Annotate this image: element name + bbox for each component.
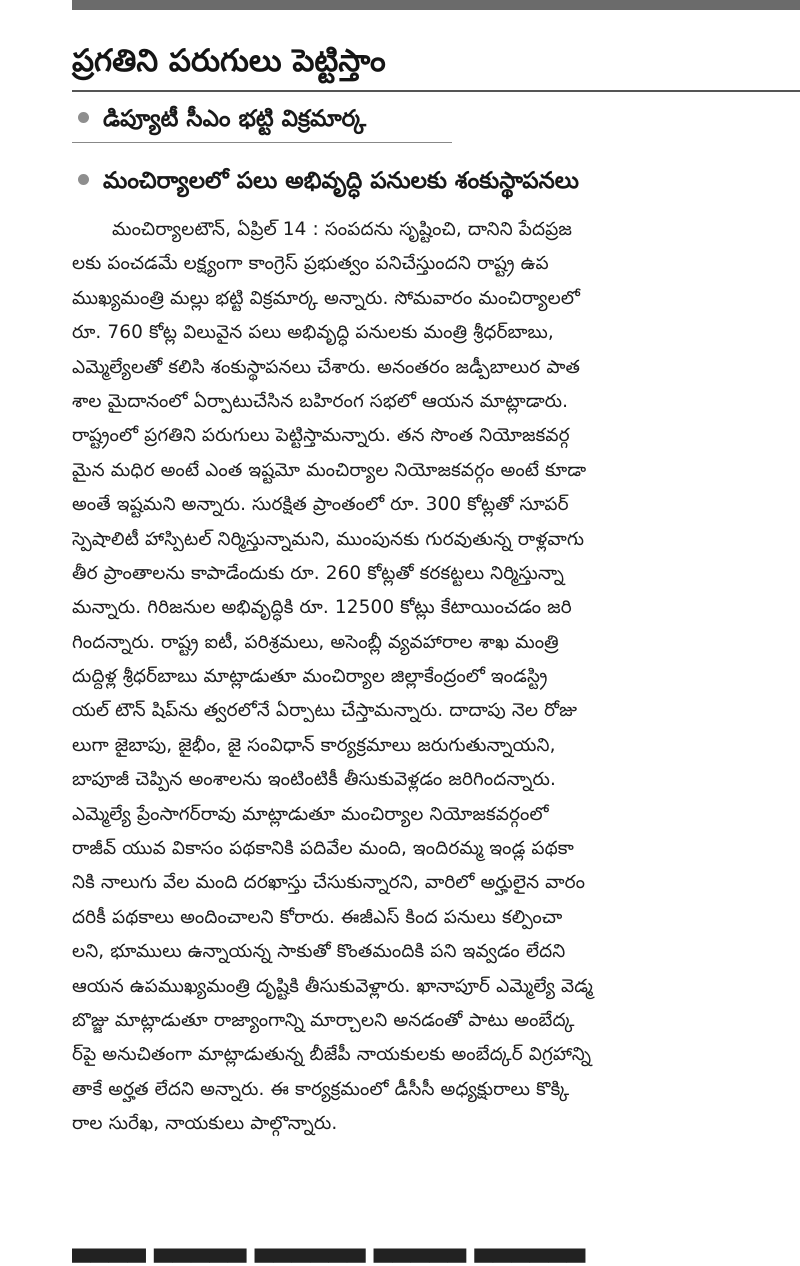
body-line: మంచిర్యాలటౌన్, ఏప్రిల్ 14 : సంపదను సృష్టించి, దానిని పేదప్రజ bbox=[112, 219, 573, 240]
headline-rule bbox=[72, 90, 800, 92]
body-line: మైన మధిర అంటే ఎంత ఇష్టమో మంచిర్యాల నియోజకవర్గం అంటే కూడా bbox=[72, 459, 587, 481]
body-line: రూ. 760 కోట్ల విలువైన పలు అభివృద్ధి పనులకు మంత్రి శ్రీధర్‌బాబు, bbox=[72, 322, 554, 344]
body-line: యల్ టౌన్ షిప్‌ను త్వరలోనే ఏర్పాటు చేస్తామన్నారు. దాదాపు నెల రోజు bbox=[72, 700, 578, 722]
body-line: నికి నాలుగు వేల మంది దరఖాస్తు చేసుకున్నారని, వారిలో అర్హులైన వారం bbox=[72, 872, 586, 894]
body-line: తాకే అర్హత లేదని అన్నారు. ఈ కార్యక్రమంలో డీసీసీ అధ్యక్షురాలు కొక్కి bbox=[72, 1078, 570, 1100]
bullet-icon bbox=[78, 174, 89, 185]
body-line: రాల సురేఖ, నాయకులు పాల్గొన్నారు. bbox=[72, 1113, 338, 1135]
bullet-icon bbox=[78, 112, 89, 123]
body-line: ముఖ్యమంత్రి మల్లు భట్టి విక్రమార్క అన్నారు. సోమవారం మంచిర్యాలలో bbox=[72, 287, 580, 309]
page-margin bbox=[0, 0, 70, 1255]
news-article bbox=[72, 10, 800, 1266]
body-line: ఎమ్మెల్యే ప్రేంసాగర్‌రావు మాట్లాడుతూ మంచిర్యాల నియోజకవర్గంలో bbox=[72, 803, 549, 825]
next-article-cutoff bbox=[72, 1242, 800, 1266]
body-line: బాపూజీ చెప్పిన అంశాలను ఇంటింటికీ తీసుకువెళ్లడం జరిగిందన్నారు. bbox=[72, 769, 556, 791]
body-line: స్పెషాలిటీ హాస్పిటల్ నిర్మిస్తున్నామని, ముంపునకు గురవుతున్న రాళ్లవాగు bbox=[72, 528, 585, 550]
subhead-2 bbox=[72, 160, 579, 202]
body-line: బొజ్జు మాట్లాడుతూ రాజ్యాంగాన్ని మార్చాలని అనడంతో పాటు అంబేద్క bbox=[72, 1009, 575, 1031]
body-line: రాజీవ్ యువ వికాసం పథకానికి పదివేల మంది, ఇందిరమ్మ ఇండ్ల పథకా bbox=[72, 838, 574, 860]
body-line: శాల మైదానంలో ఏర్పాటుచేసిన బహిరంగ సభలో ఆయన మాట్లాడారు. bbox=[72, 390, 569, 412]
body-line: రాష్ట్రంలో ప్రగతిని పరుగులు పెట్టిస్తామన్నారు. తన సొంత నియోజకవర్గ bbox=[72, 425, 570, 447]
subhead-2-text: మంచిర్యాలలో పలు అభివృద్ధి పనులకు శంకుస్థాపనలు bbox=[103, 168, 579, 194]
cutoff-text-fragment: ▀▀▀▀ ▀▀▀▀▀ ▀▀▀▀▀▀ ▀▀▀▀▀ ▀▀▀▀▀▀ bbox=[72, 1249, 586, 1266]
body-line: ర్‌పై అనుచితంగా మాట్లాడుతున్న బీజేపీ నాయకులకు అంబేద్కర్ విగ్రహాన్ని bbox=[72, 1044, 592, 1066]
subhead-rule bbox=[72, 142, 452, 143]
body-line: మన్నారు. గిరిజనుల అభివృద్ధికి రూ. 12500 కోట్లు కేటాయించడం జరి bbox=[72, 597, 572, 619]
body-line: లుగా జైబాపు, జైభీం, జై సంవిధాన్ కార్యక్రమాలు జరుగుతున్నాయని, bbox=[72, 734, 556, 756]
body-line: గిందన్నారు. రాష్ట్ర ఐటీ, పరిశ్రమలు, అసెంబ్లీ వ్యవహారాల శాఖ మంత్రి bbox=[72, 631, 559, 653]
body-line: ఆయన ఉపముఖ్యమంత్రి దృష్టికి తీసుకువెళ్లారు. ఖానాపూర్ ఎమ్మెల్యే వెడ్మ bbox=[72, 975, 593, 997]
top-gray-bar bbox=[72, 0, 800, 10]
subhead-1-text: డిప్యూటీ సీఎం భట్టి విక్రమార్క bbox=[103, 106, 367, 132]
subhead-1 bbox=[72, 98, 366, 140]
article-body bbox=[72, 213, 800, 1142]
body-line: దరికీ పథకాలు అందించాలని కోరారు. ఈజీఎస్ కింద పనులు కల్పించా bbox=[72, 906, 563, 928]
body-line: లని, భూములు ఉన్నాయన్న సాకుతో కొంతమందికి పని ఇవ్వడం లేదని bbox=[72, 941, 566, 963]
body-line: ఎమ్మెల్యేలతో కలిసి శంకుస్థాపనలు చేశారు. అనంతరం జడ్పీబాలుర పాత bbox=[72, 356, 581, 378]
body-line: తీర ప్రాంతాలను కాపాడేందుకు రూ. 260 కోట్లతో కరకట్టలు నిర్మిస్తున్నా bbox=[72, 562, 565, 584]
body-line: అంతే ఇష్టమని అన్నారు. సురక్షిత ప్రాంతంలో రూ. 300 కోట్లతో సూపర్ bbox=[72, 494, 569, 516]
headline: ప్రగతిని పరుగులు పెట్టిస్తాం bbox=[72, 43, 386, 79]
body-line: లకు పంచడమే లక్ష్యంగా కాంగ్రెస్ ప్రభుత్వం పనిచేస్తుందని రాష్ట్ర ఉప bbox=[72, 253, 549, 275]
body-line: దుద్దిళ్ల శ్రీధర్‌బాబు మాట్లాడుతూ మంచిర్యాల జిల్లాకేంద్రంలో ఇండస్ట్రి bbox=[72, 666, 548, 688]
